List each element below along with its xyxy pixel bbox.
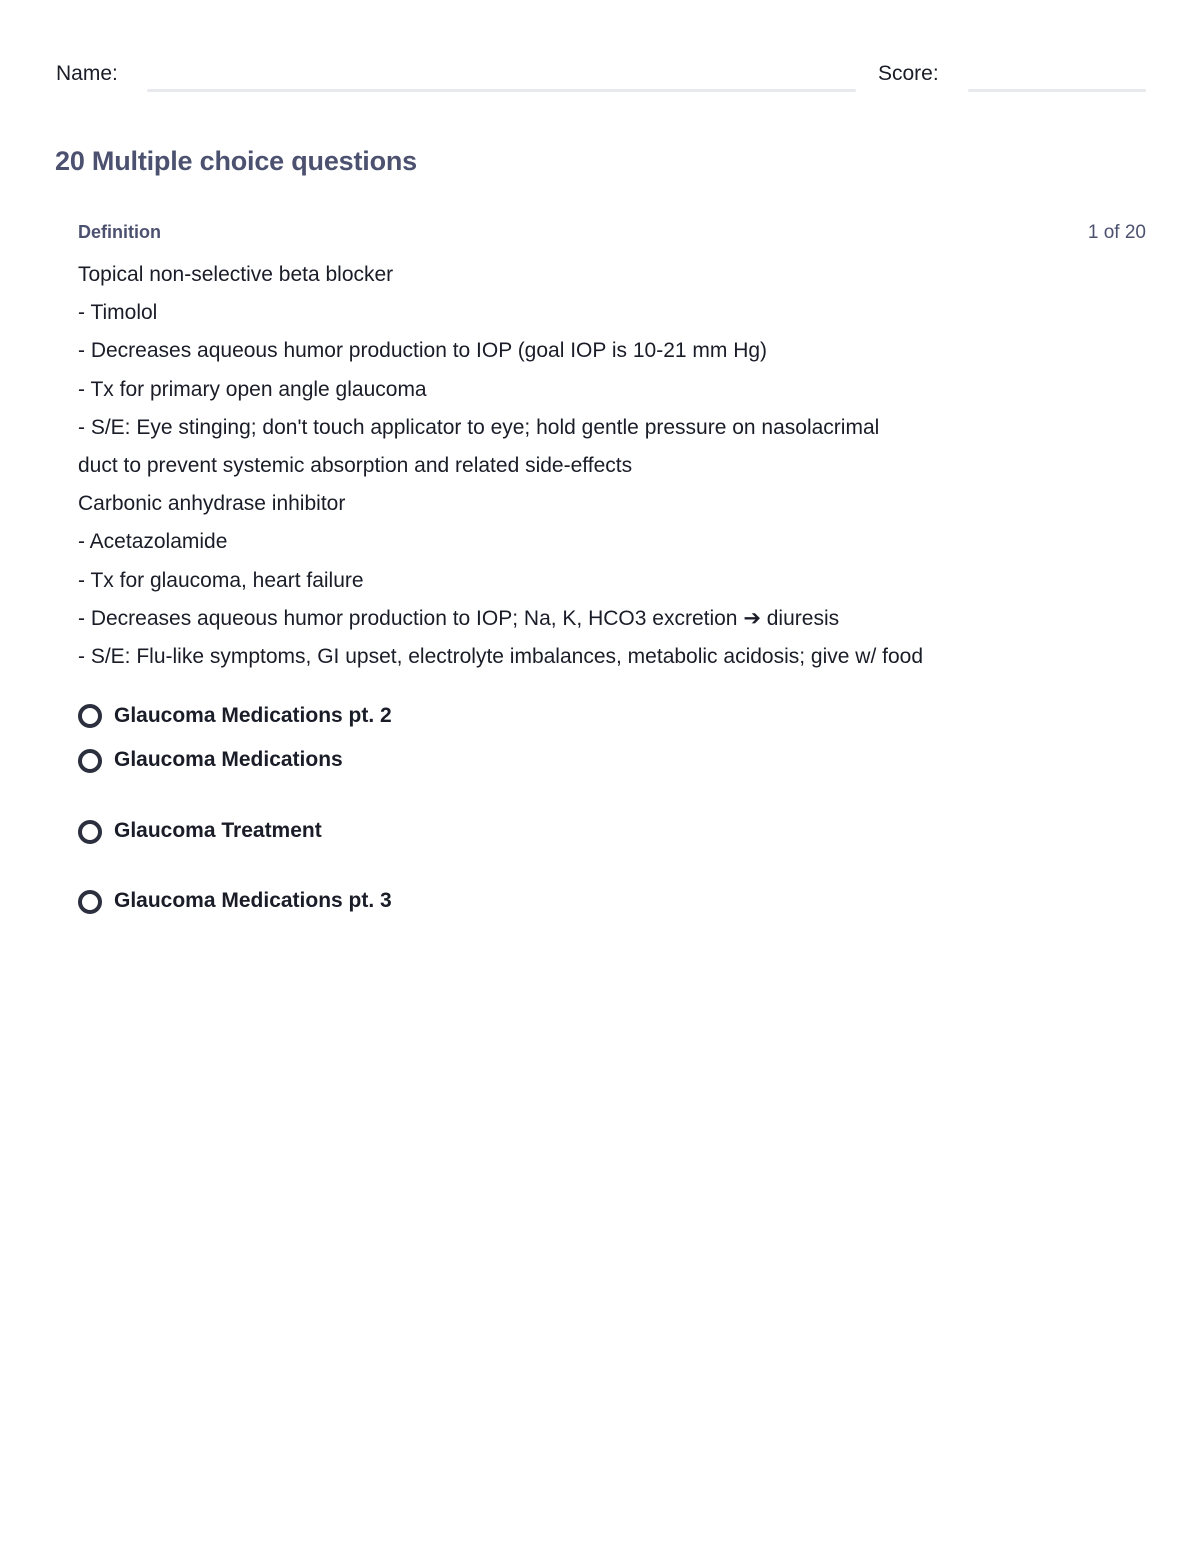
definition-line: - Decreases aqueous humor production to IOP; Na, K, HCO3 excretion ➔ diuresis: [78, 606, 840, 630]
definition-line: - Decreases aqueous humor production to IOP (goal IOP is 10-21 mm Hg): [78, 339, 768, 363]
answer-option[interactable]: [78, 812, 1146, 883]
definition-line: duct to prevent systemic absorption and related side-effects: [78, 454, 633, 478]
definition-line: - Acetazolamide: [78, 530, 228, 554]
definition-line: - S/E: Eye stinging; don't touch applicator to eye; hold gentle pressure on nasolacrimal: [78, 415, 880, 439]
score-label: Score:: [878, 62, 939, 85]
section-title: 20 Multiple choice questions: [55, 146, 417, 176]
answer-options: [78, 696, 1146, 953]
definition-line: - S/E: Flu-like symptoms, GI upset, electrolyte imbalances, metabolic acidosis; give w/ food: [78, 645, 923, 669]
name-field-line[interactable]: [147, 89, 856, 92]
definition-line: - Tx for primary open angle glaucoma: [78, 377, 427, 401]
answer-option-label: Glaucoma Treatment: [114, 818, 322, 842]
question-counter: 1 of 20: [1087, 222, 1146, 243]
question-label: Definition: [78, 222, 161, 242]
answer-option-label: Glaucoma Medications pt. 2: [114, 704, 392, 728]
answer-option-label: Glaucoma Medications: [114, 748, 343, 772]
definition-text: [78, 256, 1146, 676]
definition-line: Carbonic anhydrase inhibitor: [78, 492, 346, 516]
header-row: [56, 58, 1146, 98]
answer-option[interactable]: [78, 696, 1146, 741]
radio-circle-icon[interactable]: [78, 749, 102, 773]
radio-circle-icon[interactable]: [78, 704, 102, 728]
answer-option[interactable]: [78, 741, 1146, 812]
name-label: Name:: [56, 62, 118, 85]
question-header: [78, 220, 1146, 250]
definition-line: Topical non-selective beta blocker: [78, 263, 394, 286]
answer-option[interactable]: [78, 882, 1146, 953]
definition-line: - Tx for glaucoma, heart failure: [78, 568, 364, 592]
definition-line: - Timolol: [78, 301, 158, 325]
score-field-line[interactable]: [968, 89, 1146, 92]
question-card: [78, 220, 1146, 953]
answer-option-label: Glaucoma Medications pt. 3: [114, 889, 392, 913]
radio-circle-icon[interactable]: [78, 820, 102, 844]
radio-circle-icon[interactable]: [78, 890, 102, 914]
